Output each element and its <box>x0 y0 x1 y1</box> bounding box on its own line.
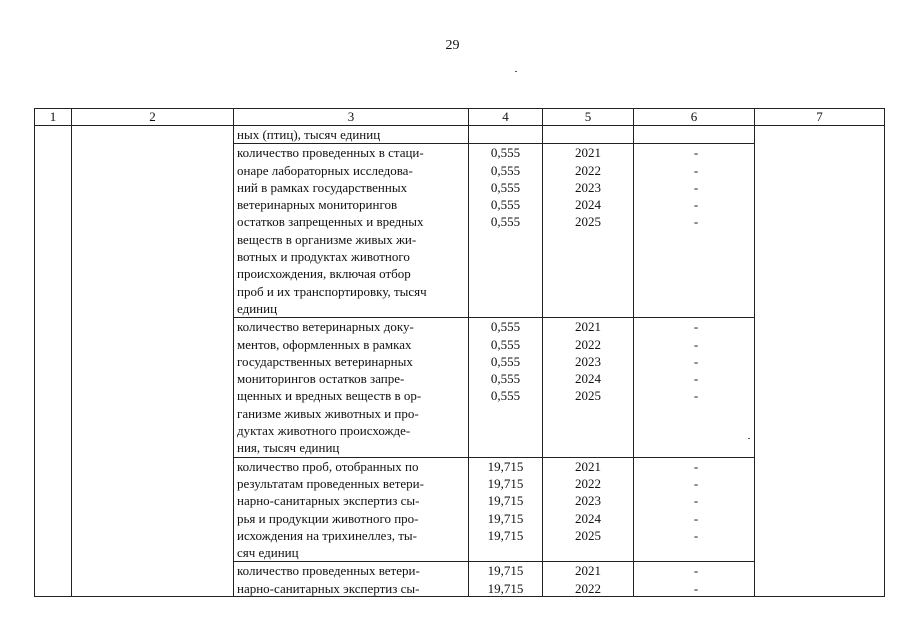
indicator-description-line: ветеринарных мониторингов <box>237 197 398 213</box>
indicator-description <box>234 562 469 597</box>
indicator-year-line: 2025 <box>575 388 601 404</box>
indicator-description-line: проб и их транспортировку, тысяч <box>237 283 427 299</box>
column-number-1: 1 <box>35 109 72 126</box>
indicator-year <box>543 144 634 318</box>
indicator-description <box>234 457 469 562</box>
indicator-col6 <box>634 562 755 597</box>
indicator-value-line: 0,555 <box>490 388 521 404</box>
indicator-description-line: ганизме живых животных и про- <box>237 405 419 421</box>
indicator-value-line: 19,715 <box>487 510 524 526</box>
column-number-header-row <box>35 109 885 126</box>
column-number-3: 3 <box>234 109 469 126</box>
column-number-4: 4 <box>469 109 543 126</box>
indicator-year-line: 2025 <box>575 214 601 230</box>
indicator-year-line: 2024 <box>575 197 601 213</box>
table-bottom-rule <box>34 596 884 597</box>
indicator-description-line: результатам проведенных ветери- <box>237 475 424 491</box>
indicator-year-line: 2023 <box>575 179 601 195</box>
indicator-year-line: 2023 <box>575 493 601 509</box>
indicator-description <box>234 318 469 457</box>
indicator-year-line: 2021 <box>575 563 601 579</box>
continuation-year <box>543 126 634 144</box>
indicator-description-line: ментов, оформленных в рамках <box>237 336 412 352</box>
indicator-description-line: исхождения на трихинеллез, ты- <box>237 527 417 543</box>
indicator-col6-line: - <box>693 197 699 213</box>
indicator-col6-line: - <box>693 145 699 161</box>
indicator-year <box>543 562 634 597</box>
indicator-value <box>469 318 543 457</box>
indicator-col6-line: - <box>693 336 699 352</box>
continuation-col6 <box>634 126 755 144</box>
indicator-value-line: 19,715 <box>487 475 524 491</box>
indicator-col6 <box>634 457 755 562</box>
indicator-value-line: 19,715 <box>487 580 524 596</box>
indicator-year-line: 2022 <box>575 336 601 352</box>
indicator-value-line: 0,555 <box>490 371 521 387</box>
indicator-col6 <box>634 144 755 318</box>
column-number-7: 7 <box>755 109 885 126</box>
indicator-year <box>543 457 634 562</box>
column-number-2: 2 <box>72 109 234 126</box>
indicator-col6-line: - <box>693 353 699 369</box>
indicator-value-line: 0,555 <box>490 353 521 369</box>
page-number: 29 <box>445 38 460 53</box>
indicator-value-line: 0,555 <box>490 336 521 352</box>
indicator-description-line: онаре лабораторных исследова- <box>237 162 413 178</box>
column-number-5: 5 <box>543 109 634 126</box>
indicator-description-line: нарно-санитарных экспертиз сы- <box>237 493 420 509</box>
indicator-description-line: количество ветеринарных доку- <box>237 319 414 335</box>
indicator-year-line: 2021 <box>575 458 601 474</box>
indicator-description-line: ния, тысяч единиц <box>237 440 340 456</box>
indicator-col6 <box>634 318 755 457</box>
indicator-year-line: 2024 <box>575 371 601 387</box>
scan-speck <box>515 71 517 72</box>
indicator-value-line: 0,555 <box>490 145 521 161</box>
indicator-value-line: 19,715 <box>487 493 524 509</box>
indicator-year-line: 2022 <box>575 475 601 491</box>
indicator-description-line: дуктах животного происхожде- <box>237 423 411 439</box>
indicator-col6-line: - <box>693 475 699 491</box>
indicator-table <box>34 108 885 597</box>
indicator-value-line: 0,555 <box>490 197 521 213</box>
indicator-value-line: 0,555 <box>490 319 521 335</box>
indicator-col6-line: - <box>693 563 699 579</box>
col7-cell <box>755 126 885 598</box>
indicator-year-line: 2021 <box>575 145 601 161</box>
indicator-year-line: 2023 <box>575 353 601 369</box>
indicator-year-line: 2025 <box>575 527 601 543</box>
indicator-description-line: рья и продукции животного про- <box>237 510 419 526</box>
indicator-col6-line: - <box>693 319 699 335</box>
indicator-year-line: 2024 <box>575 510 601 526</box>
indicator-description-line: происхождения, включая отбор <box>237 266 411 282</box>
indicator-col6-line: - <box>693 371 699 387</box>
indicator-description <box>234 144 469 318</box>
continuation-value <box>469 126 543 144</box>
indicator-description-line: сяч единиц <box>237 545 299 561</box>
indicator-value-line: 0,555 <box>490 214 521 230</box>
indicator-description-line: мониторингов остатков запре- <box>237 371 405 387</box>
indicator-description-line: веществ в организме живых жи- <box>237 231 417 247</box>
col2-cell <box>72 126 234 598</box>
continuation-row <box>35 126 885 144</box>
indicator-description-line: щенных и вредных веществ в ор- <box>237 388 422 404</box>
indicator-description-line: нарно-санитарных экспертиз сы- <box>237 580 420 596</box>
continuation-description: ных (птиц), тысяч единиц <box>234 126 469 144</box>
indicator-value-line: 19,715 <box>487 527 524 543</box>
indicator-value-line: 19,715 <box>487 458 524 474</box>
indicator-col6-line: - <box>693 510 699 526</box>
indicator-description-line: количество проб, отобранных по <box>237 458 419 474</box>
indicator-col6-line: - <box>693 214 699 230</box>
col1-cell <box>35 126 72 598</box>
indicator-value-line: 0,555 <box>490 162 521 178</box>
indicator-col6-line: - <box>693 162 699 178</box>
column-number-6: 6 <box>634 109 755 126</box>
indicator-value-line: 19,715 <box>487 563 524 579</box>
indicator-col6-line: - <box>693 388 699 404</box>
indicator-col6-line: - <box>693 179 699 195</box>
indicator-value <box>469 562 543 597</box>
indicator-year-line: 2021 <box>575 319 601 335</box>
indicator-description-line: количество проведенных в стаци- <box>237 145 424 161</box>
indicator-col6-line: - <box>693 458 699 474</box>
indicator-value-line: 0,555 <box>490 179 521 195</box>
indicator-col6-line: - <box>693 527 699 543</box>
indicator-description-line: вотных и продуктах животного <box>237 249 410 265</box>
indicator-description-line: количество проведенных ветери- <box>237 563 420 579</box>
indicator-year-line: 2022 <box>575 162 601 178</box>
indicator-description-line: государственных ветеринарных <box>237 353 413 369</box>
indicator-col6-line: - <box>693 493 699 509</box>
indicator-description-line: единиц <box>237 300 278 316</box>
indicator-col6-line: - <box>693 580 699 596</box>
indicator-year <box>543 318 634 457</box>
indicator-description-line: ний в рамках государственных <box>237 179 408 195</box>
indicator-value <box>469 144 543 318</box>
indicator-year-line: 2022 <box>575 580 601 596</box>
indicator-value <box>469 457 543 562</box>
indicator-description-line: остатков запрещенных и вредных <box>237 214 424 230</box>
